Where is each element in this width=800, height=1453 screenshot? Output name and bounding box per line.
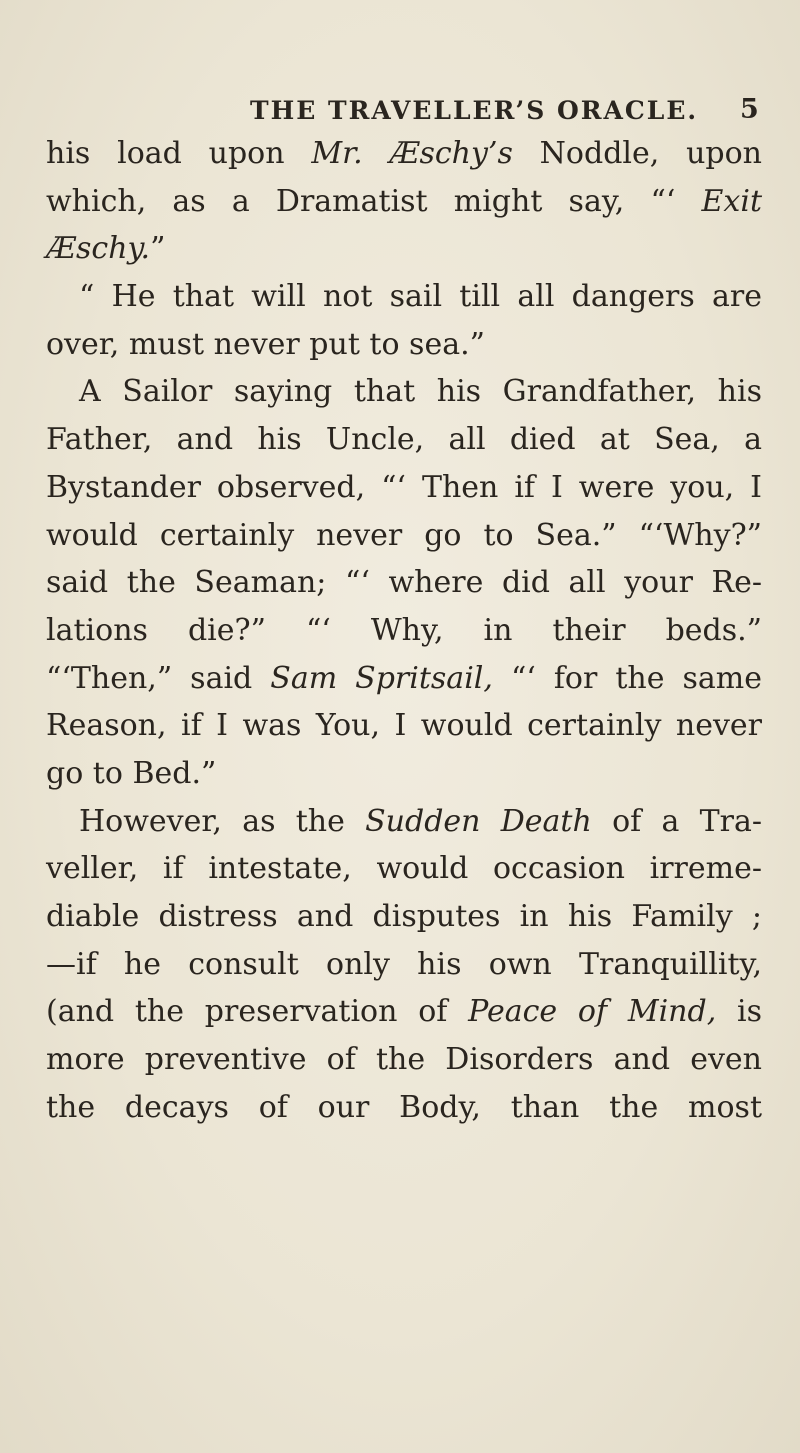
text-run: over, must never put to sea.” bbox=[46, 326, 485, 362]
italic-run: Peace of Mind, bbox=[468, 994, 717, 1030]
italic-run: Sam Spritsail, bbox=[270, 660, 493, 696]
text-line bbox=[46, 941, 762, 989]
text-run: Bystander observed, “‘ Then if I were you, I bbox=[46, 469, 762, 505]
text-run: “‘Then,” said bbox=[46, 660, 271, 696]
text-run: more preventive of the Disorders and even bbox=[46, 1042, 762, 1078]
italic-run: Mr. Æschy’s bbox=[311, 136, 513, 171]
text-run: A Sailor saying that his Grandfather, his bbox=[79, 374, 762, 410]
italic-run: Sudden Death bbox=[365, 803, 592, 839]
text-run: (and the preservation of bbox=[46, 994, 469, 1030]
text-run: Noddle, upon bbox=[512, 136, 762, 171]
text-run: veller, if intestate, would occasion irreme- bbox=[46, 851, 762, 887]
text-run: Father, and his Uncle, all died at Sea, a bbox=[46, 422, 762, 458]
text-run: of a Tra- bbox=[591, 803, 762, 839]
text-run: lations die?” “‘ Why, in their beds.” bbox=[46, 612, 762, 648]
page-number: 5 bbox=[740, 94, 759, 125]
text-line bbox=[46, 655, 762, 703]
body-text bbox=[46, 130, 762, 1131]
text-run: the decays of our Body, than the most bbox=[46, 1089, 762, 1125]
text-line bbox=[46, 464, 762, 512]
text-line bbox=[46, 1036, 762, 1084]
running-title: THE TRAVELLER’S ORACLE. bbox=[250, 96, 699, 125]
text-line bbox=[46, 702, 762, 750]
text-run: which, as a Dramatist might say, “‘ bbox=[46, 183, 702, 219]
text-run: Reason, if I was You, I would certainly never bbox=[46, 708, 762, 744]
italic-run: Æschy. bbox=[46, 231, 151, 267]
text-run: —if he consult only his own Tranquillity, bbox=[46, 946, 762, 982]
text-line bbox=[46, 798, 762, 846]
text-run: would certainly never go to Sea.” “‘Why?” bbox=[46, 517, 762, 553]
text-line bbox=[46, 130, 762, 178]
text-run: go to Bed.” bbox=[46, 755, 217, 791]
text-line bbox=[46, 1084, 762, 1132]
text-run: However, as the bbox=[79, 803, 366, 839]
text-line bbox=[46, 893, 762, 941]
text-run: is bbox=[716, 994, 762, 1030]
text-run: “‘ for the same bbox=[492, 660, 762, 696]
text-line bbox=[46, 750, 762, 798]
text-line bbox=[46, 607, 762, 655]
text-line bbox=[46, 416, 762, 464]
text-run: his load upon bbox=[46, 136, 312, 171]
text-run: ” bbox=[150, 231, 166, 267]
text-line bbox=[46, 273, 762, 321]
text-run: “ He that will not sail till all dangers are bbox=[79, 279, 762, 315]
italic-run: Exit bbox=[701, 183, 762, 219]
text-line bbox=[46, 321, 762, 369]
text-line bbox=[46, 178, 762, 226]
text-run: diable distress and disputes in his Family ; bbox=[46, 899, 762, 934]
text-run: said the Seaman; “‘ where did all your Re- bbox=[46, 565, 762, 601]
text-line bbox=[46, 512, 762, 560]
text-line bbox=[46, 845, 762, 893]
text-line bbox=[46, 368, 762, 416]
text-line bbox=[46, 988, 762, 1036]
text-line bbox=[46, 225, 762, 273]
text-line bbox=[46, 559, 762, 607]
